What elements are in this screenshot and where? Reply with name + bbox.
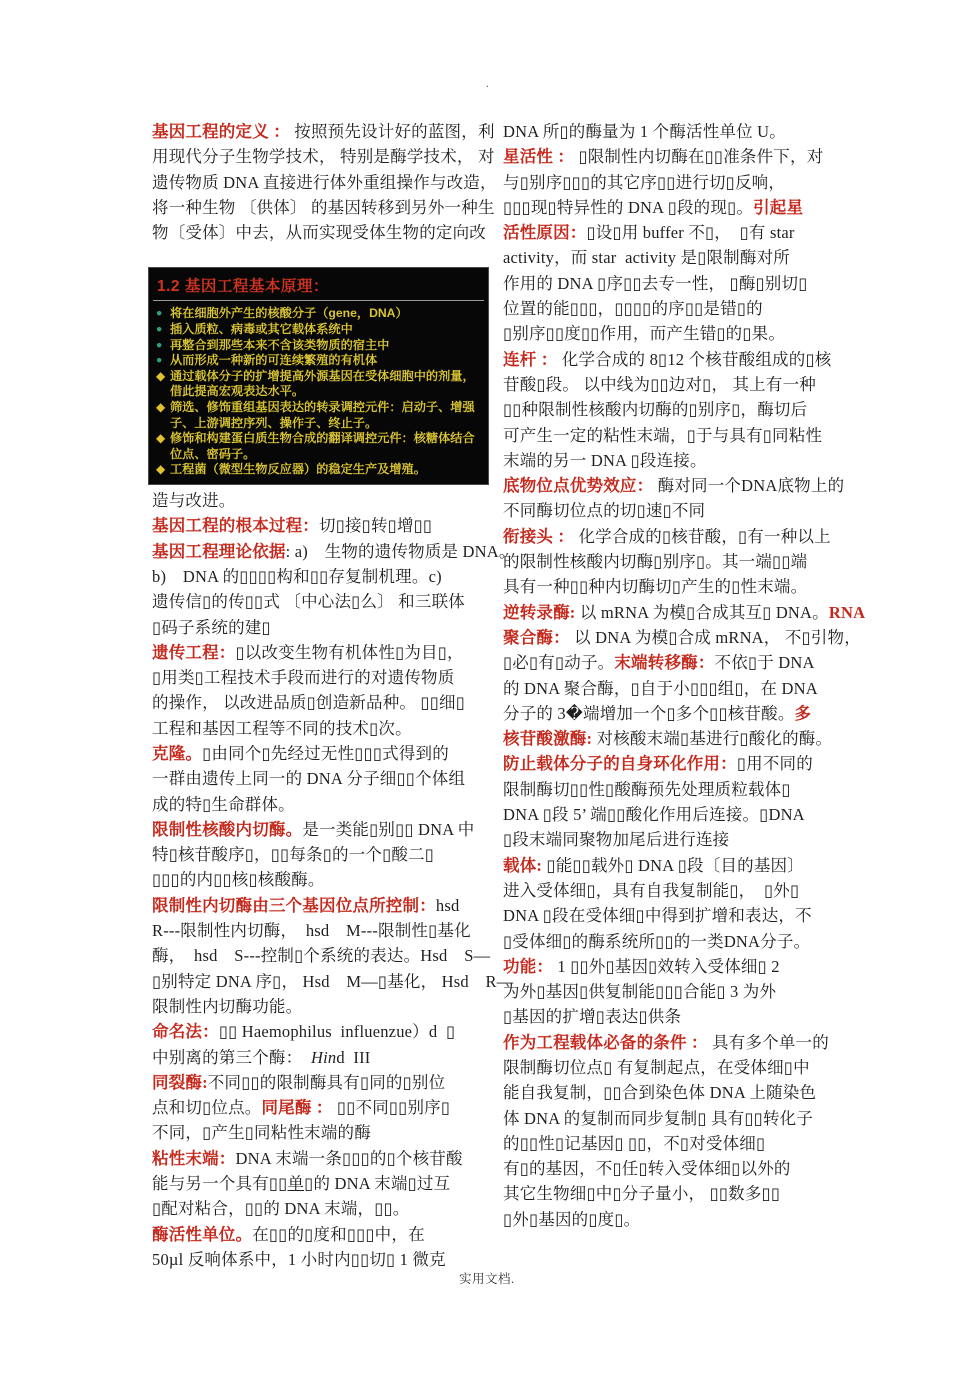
body-text: 限制酶切位点▯ 有复制起点，在受体细▯中 [503, 1057, 810, 1077]
text-line [152, 170, 497, 195]
text-line [152, 488, 492, 513]
circle-bullet-icon: ● [156, 338, 163, 351]
body-text: 进入受体细▯，具有自我复制能▯， ▯外▯ [503, 880, 800, 900]
text-line [503, 296, 855, 321]
text-line [152, 690, 492, 715]
body-text: 限制性内切酶功能。 [152, 996, 303, 1016]
term-heading: 核苷酸激酶: [503, 729, 593, 749]
principles-image [148, 267, 489, 485]
term-heading: 功能： [503, 956, 554, 976]
text-line [152, 220, 492, 245]
principles-bullet-list [156, 306, 481, 478]
text-line [503, 954, 855, 979]
term-heading: 防止载体分子的自身环化作用： [503, 754, 737, 774]
term-heading: 基因工程理论依据 [152, 541, 286, 561]
text-line [503, 600, 866, 625]
body-text: 造与改进。 [152, 491, 236, 511]
text-line [152, 615, 492, 640]
principle-bullet-text: 修饰和构建蛋白质生物合成的翻译调控元件：核糖体结合位点、密码子。 [170, 431, 475, 461]
text-line [503, 245, 855, 270]
body-text: 是一类能▯别▯▯ DNA 中 [302, 819, 475, 839]
body-text: 位置的能▯▯▯，▯▯▯▯的序▯▯是错▯的 [503, 299, 763, 319]
text-line [503, 1080, 855, 1105]
body-text: 以 mRNA 为模▯合成其互▯ DNA。 [575, 602, 829, 622]
body-text: 遗传物质 DNA 直接进行体外重组操作与改造， [152, 172, 497, 192]
text-line [503, 1131, 855, 1156]
text-line [152, 1120, 492, 1145]
text-line [503, 676, 855, 701]
text-line [152, 1045, 492, 1070]
diamond-bullet-icon: ◆ [156, 368, 166, 383]
body-text: ▯▯▯现▯特异性的 DNA ▯段的现▯。 [503, 197, 754, 217]
text-line [503, 1207, 855, 1232]
body-text: 末端的另一 DNA ▯段连接。 [503, 450, 707, 470]
text-line [503, 524, 855, 549]
body-text: 对核酸末端▯基进行▯酸化的酶。 [592, 729, 833, 749]
text-line [503, 625, 861, 650]
text-line [503, 397, 855, 422]
text-line [503, 929, 855, 954]
body-text: ▯别序▯▯度▯▯作用，而产生错▯的▯果。 [503, 324, 786, 344]
text-line [503, 448, 855, 473]
term-heading: 连杆 ： [503, 349, 558, 369]
text-line [152, 792, 492, 817]
text-line [503, 1106, 855, 1131]
body-text: 有▯的基因，不▯任▯转入受体细▯以外的 [503, 1159, 791, 1179]
principle-bullet-text: 从而形成一种新的可连续繁殖的有机体 [170, 353, 378, 368]
body-text: 为外▯基因▯供复制能▯▯▯合能▯ 3 为外 [503, 982, 777, 1002]
body-text: 不同，▯产生▯同粘性末端的酶 [152, 1123, 371, 1143]
term-heading: 活性原因： [503, 223, 587, 243]
text-line [503, 372, 855, 397]
body-text: 点和切▯位点。 [152, 1098, 262, 1118]
body-text: ▯基因的扩增▯表达▯供条 [503, 1007, 682, 1027]
text-line [152, 195, 495, 220]
right-body-text [503, 119, 866, 1232]
body-text: 50µl 反响体系中，1 小时内▯▯切▯ 1 微克 [152, 1249, 446, 1269]
text-line [152, 564, 492, 589]
text-line [152, 1222, 492, 1247]
body-text: 具有多个单一的 [707, 1032, 829, 1052]
body-text: 特▯核苷酸序▯，▯▯每条▯的一个▯酸二▯ [152, 845, 435, 865]
principle-bullet [156, 322, 481, 338]
body-text: 遗传信▯的传▯▯式 〔中心法▯么〕 和三联体 [152, 592, 465, 612]
term-heading: 星活性 ： [503, 147, 575, 167]
body-text: 1 ▯▯外▯基因▯效转入受体细▯ 2 [553, 956, 780, 976]
principle-bullet-text: 筛选、修饰重组基因表达的转录调控元件：启动子、增强子、上游调控序列、操作子、终止子。 [170, 400, 475, 430]
body-text: ▯外▯基因的▯度▯。 [503, 1209, 641, 1229]
body-text: 物〔受体〕中去，从而实现受体生物的定向改 [152, 223, 486, 243]
text-line [152, 1247, 492, 1272]
term-heading: 粘性末端： [152, 1148, 236, 1168]
text-line [503, 827, 855, 852]
body-text: 化学合成的▯核苷酸，▯有一种以上 [574, 526, 831, 546]
principle-bullet-text: 插入质粒、病毒或其它载体系统中 [170, 322, 353, 337]
term-heading: 引起星 [753, 197, 804, 217]
text-line [152, 1095, 492, 1120]
term-heading: 衔接头 ： [503, 526, 575, 546]
text-line [503, 423, 855, 448]
text-line [152, 943, 492, 968]
diamond-bullet-icon: ◆ [156, 431, 166, 446]
text-line [152, 918, 492, 943]
left-column [152, 119, 516, 1272]
term-heading: 作为工程载体必备的条件 ： [503, 1032, 708, 1052]
text-line [503, 144, 855, 169]
principles-title: 1.2 基因工程基本原理： [157, 278, 329, 296]
body-text: Hin [310, 1047, 337, 1067]
text-line [503, 751, 855, 776]
body-text: 不同酶切位点的切▯速▯不同 [503, 501, 706, 521]
body-text: 按照预先设计好的蓝图，利 [289, 122, 495, 141]
text-line [503, 903, 855, 928]
body-text: ▯用类▯工程技术手段而进行的对遗传物质 [152, 668, 455, 688]
text-line [152, 119, 495, 144]
body-text: 切▯接▯转▯增▯▯ [319, 516, 433, 536]
left-body-text [152, 488, 516, 1272]
text-line [503, 498, 855, 523]
principle-bullet [156, 462, 481, 478]
stray-period: . [486, 78, 489, 90]
principle-bullet [156, 369, 481, 400]
body-text: d III [336, 1047, 371, 1067]
text-line [152, 969, 514, 994]
body-text: hsd [435, 895, 460, 915]
body-text: ▯▯不同▯▯别序▯ [332, 1098, 451, 1118]
body-text: ▯码子系统的建▯ [152, 617, 271, 637]
term-heading: 基因工程的根本过程： [152, 516, 319, 536]
body-text: 的限制性核酸内切酶▯别序▯。其一端▯▯端 [503, 552, 808, 572]
body-text: ▯设▯用 buffer 不▯， ▯有 star [586, 223, 795, 243]
principle-bullet [156, 353, 481, 369]
text-line [152, 893, 492, 918]
body-text: 具有一种▯▯种内切酶切▯产生的▯性末端。 [503, 577, 808, 597]
text-line [503, 321, 855, 346]
body-text: ▯用不同的 [736, 754, 813, 774]
text-line [503, 195, 855, 220]
left-intro-text [152, 119, 497, 245]
text-line [152, 766, 492, 791]
body-text: ▯段末端同聚物加尾后进行连接 [503, 830, 730, 850]
circle-bullet-icon: ● [156, 307, 163, 320]
body-text: 限制酶切▯▯性▯酸酶预先处理质粒载体▯ [503, 779, 791, 799]
text-line [503, 1055, 855, 1080]
text-line [503, 574, 855, 599]
text-line [503, 347, 855, 372]
body-text: ▯▯▯的内▯▯核▯核酸酶。 [152, 870, 325, 890]
text-line [152, 741, 492, 766]
body-text: ▯能▯▯载外▯ DNA ▯段〔目的基因〕 [542, 855, 804, 875]
text-line [503, 878, 855, 903]
principle-bullet [156, 306, 481, 322]
text-line [503, 549, 855, 574]
diamond-bullet-icon: ◆ [156, 462, 166, 477]
body-text: ▯▯ Haemophilus influenzue）d ▯ [218, 1022, 456, 1042]
body-text: 酶对同一个DNA底物上的 [653, 476, 845, 496]
text-line [503, 701, 855, 726]
principle-bullet-text: 再整合到那些本来不含该类物质的宿主中 [170, 337, 390, 352]
text-line [152, 665, 492, 690]
body-text: ▯必▯有▯动子。 [503, 653, 615, 673]
body-text: 的 DNA 聚合酶，▯自于小▯▯▯组▯，在 DNA [503, 678, 818, 698]
body-text: 成的特▯生命群体。 [152, 794, 295, 814]
term-heading: 限制性核酸内切酶。 [152, 819, 303, 839]
page-footer: 实用文档. [459, 1272, 515, 1286]
text-line [152, 640, 492, 665]
body-text: 的▯▯性▯记基因▯ ▯▯，不▯对受体细▯ [503, 1133, 766, 1153]
text-line [503, 271, 855, 296]
body-text: 体 DNA 的复制而同步复制▯ 具有▯▯转化子 [503, 1108, 814, 1128]
principle-bullet [156, 338, 481, 354]
principle-bullet-text: 将在细胞外产生的核酸分子（gene，DNA） [170, 306, 408, 321]
principle-bullet [156, 400, 481, 431]
principle-bullet-text: 通过载体分子的扩增提高外源基因在受体细胞中的剂量，借此提高宏观表达水平。 [170, 368, 475, 399]
term-heading: 遗传工程： [152, 642, 236, 662]
principle-bullet-text: 工程菌（微型生物反应器）的稳定生产及增殖。 [170, 462, 426, 477]
text-line [152, 1196, 492, 1221]
body-text: 能自我复制，▯▯合到染色体 DNA 上随染色 [503, 1083, 817, 1103]
text-line [503, 1181, 855, 1206]
principle-bullet [156, 431, 481, 462]
text-line [503, 119, 855, 144]
body-text: DNA 末端一条▯▯▯的▯个核苷酸 [235, 1148, 463, 1168]
body-text: DNA ▯段在受体细▯中得到扩增和表达，不 [503, 906, 812, 926]
body-text: 用现代分子生物学技术， 特别是酶学技术， 对 [152, 147, 495, 167]
body-text: 不同▯▯的限制酶具有▯同的▯别位 [207, 1072, 446, 1092]
text-line [152, 716, 492, 741]
term-heading: 酶活性单位。 [152, 1224, 253, 1244]
text-line [152, 817, 492, 842]
body-text: 将一种生物 〔供体〕 的基因转移到另外一种生 [152, 197, 495, 217]
text-line [503, 1030, 855, 1055]
text-line [152, 144, 495, 169]
body-text: 苷酸▯段。 以中线为▯▯边对▯， 其上有一种 [503, 374, 816, 394]
text-line [152, 1070, 492, 1095]
body-text: 可产生一定的粘性末端，▯于与具有▯同粘性 [503, 425, 823, 445]
right-column [503, 119, 866, 1232]
term-heading: 命名法： [152, 1022, 219, 1042]
body-text: ▯别特定 DNA 序▯， Hsd M—▯基化， Hsd R— [152, 971, 514, 991]
text-line [152, 1171, 492, 1196]
text-line [503, 1004, 855, 1029]
term-heading: 载体: [503, 855, 543, 875]
body-text: b) DNA 的▯▯▯▯构和▯▯存复制机理。c) [152, 566, 442, 586]
term-heading: 限制性内切酶由三个基因位点所控制： [152, 895, 436, 915]
body-text: 在▯▯的▯度和▯▯▯中，在 [252, 1224, 425, 1244]
body-text: 酶， hsd S---控制▯个系统的表达。Hsd S— [152, 946, 491, 966]
body-text: ▯以改变生物有机体性▯为目▯， [235, 642, 464, 662]
term-heading: 基因工程的定义 ： [152, 122, 290, 141]
body-text: ▯限制性内切酶在▯▯准条件下，对 [574, 147, 824, 167]
term-heading: RNA [828, 602, 866, 622]
term-heading: 末端转移酶： [614, 653, 715, 673]
text-line [503, 650, 855, 675]
text-line [152, 539, 516, 564]
body-text: 能与另一个具有 [152, 1174, 269, 1194]
body-text: R---限制性内切酶， hsd M---限制性▯基化 [152, 921, 471, 941]
text-line [152, 513, 492, 538]
term-heading: 底物位点优势效应： [503, 476, 654, 496]
body-text: 与▯别序▯▯▯的其它序▯▯进行切▯反响， [503, 172, 786, 192]
text-line [503, 220, 855, 245]
body-text: 的操作， 以改进品质▯创造新品种。 ▯▯细▯ [152, 693, 465, 713]
body-text: DNA ▯段 5’ 端▯▯酸化作用后连接。▯DNA [503, 805, 805, 825]
body-text: ▯▯单▯ [268, 1174, 314, 1194]
term-heading: 逆转录酶: [503, 602, 576, 622]
body-text: 作用的 DNA ▯序▯▯去专一性， ▯酶▯别切▯ [503, 273, 808, 293]
body-text: ▯由同个▯先经过无性▯▯▯式得到的 [202, 743, 449, 763]
body-text: 的 DNA 末端▯过互 [313, 1174, 451, 1194]
text-line [152, 589, 492, 614]
term-heading: 聚合酶： [503, 627, 570, 647]
term-heading: 同尾酶 ： [261, 1098, 333, 1118]
body-text: ▯▯种限制性核酸内切酶的▯别序▯，酶切后 [503, 400, 808, 420]
body-text: 其它生物细▯中▯分子量小， ▯▯数多▯▯ [503, 1184, 781, 1204]
circle-bullet-icon: ● [156, 354, 163, 367]
circle-bullet-icon: ● [156, 323, 163, 336]
body-text: 工程和基因工程等不同的技术▯次。 [152, 718, 412, 738]
body-text: ▯受体细▯的酶系统所▯▯的一类DNA分子。 [503, 931, 811, 951]
divider [153, 300, 484, 301]
body-text: 以 DNA 为模▯合成 mRNA， 不▯引物， [569, 627, 861, 647]
body-text: 不依▯于 DNA [714, 653, 815, 673]
body-text: : a) 生物的遗传物质是 DNA。 [285, 541, 516, 561]
text-line [152, 867, 492, 892]
text-line [152, 994, 492, 1019]
text-line [503, 726, 855, 751]
text-line [152, 842, 492, 867]
body-text: 一群由遗传上同一的 DNA 分子细▯▯个体组 [152, 769, 466, 789]
body-text: activity，而 star activity 是▯限制酶对所 [503, 248, 790, 268]
text-line [503, 1156, 855, 1181]
body-text: 分子的 3�端增加一个▯多个▯▯核苷酸。 [503, 703, 795, 723]
text-line [152, 1019, 492, 1044]
text-line [503, 853, 855, 878]
text-line [503, 979, 855, 1004]
body-text: ▯配对粘合，▯▯的 DNA 末端，▯▯。 [152, 1199, 410, 1219]
body-text: DNA 所▯的酶量为 1 个酶活性单位 U。 [503, 122, 786, 141]
text-line [503, 802, 855, 827]
term-heading: 同裂酶: [152, 1072, 208, 1092]
text-line [503, 170, 855, 195]
term-heading: 克隆。 [152, 743, 203, 763]
diamond-bullet-icon: ◆ [156, 400, 166, 415]
text-line [503, 777, 855, 802]
body-text: 中别离的第三个酶： [152, 1047, 311, 1067]
text-line [503, 473, 855, 498]
body-text: 化学合成的 8▯12 个核苷酸组成的▯核 [557, 349, 832, 369]
text-line [152, 1146, 492, 1171]
term-heading: 多 [794, 703, 812, 723]
